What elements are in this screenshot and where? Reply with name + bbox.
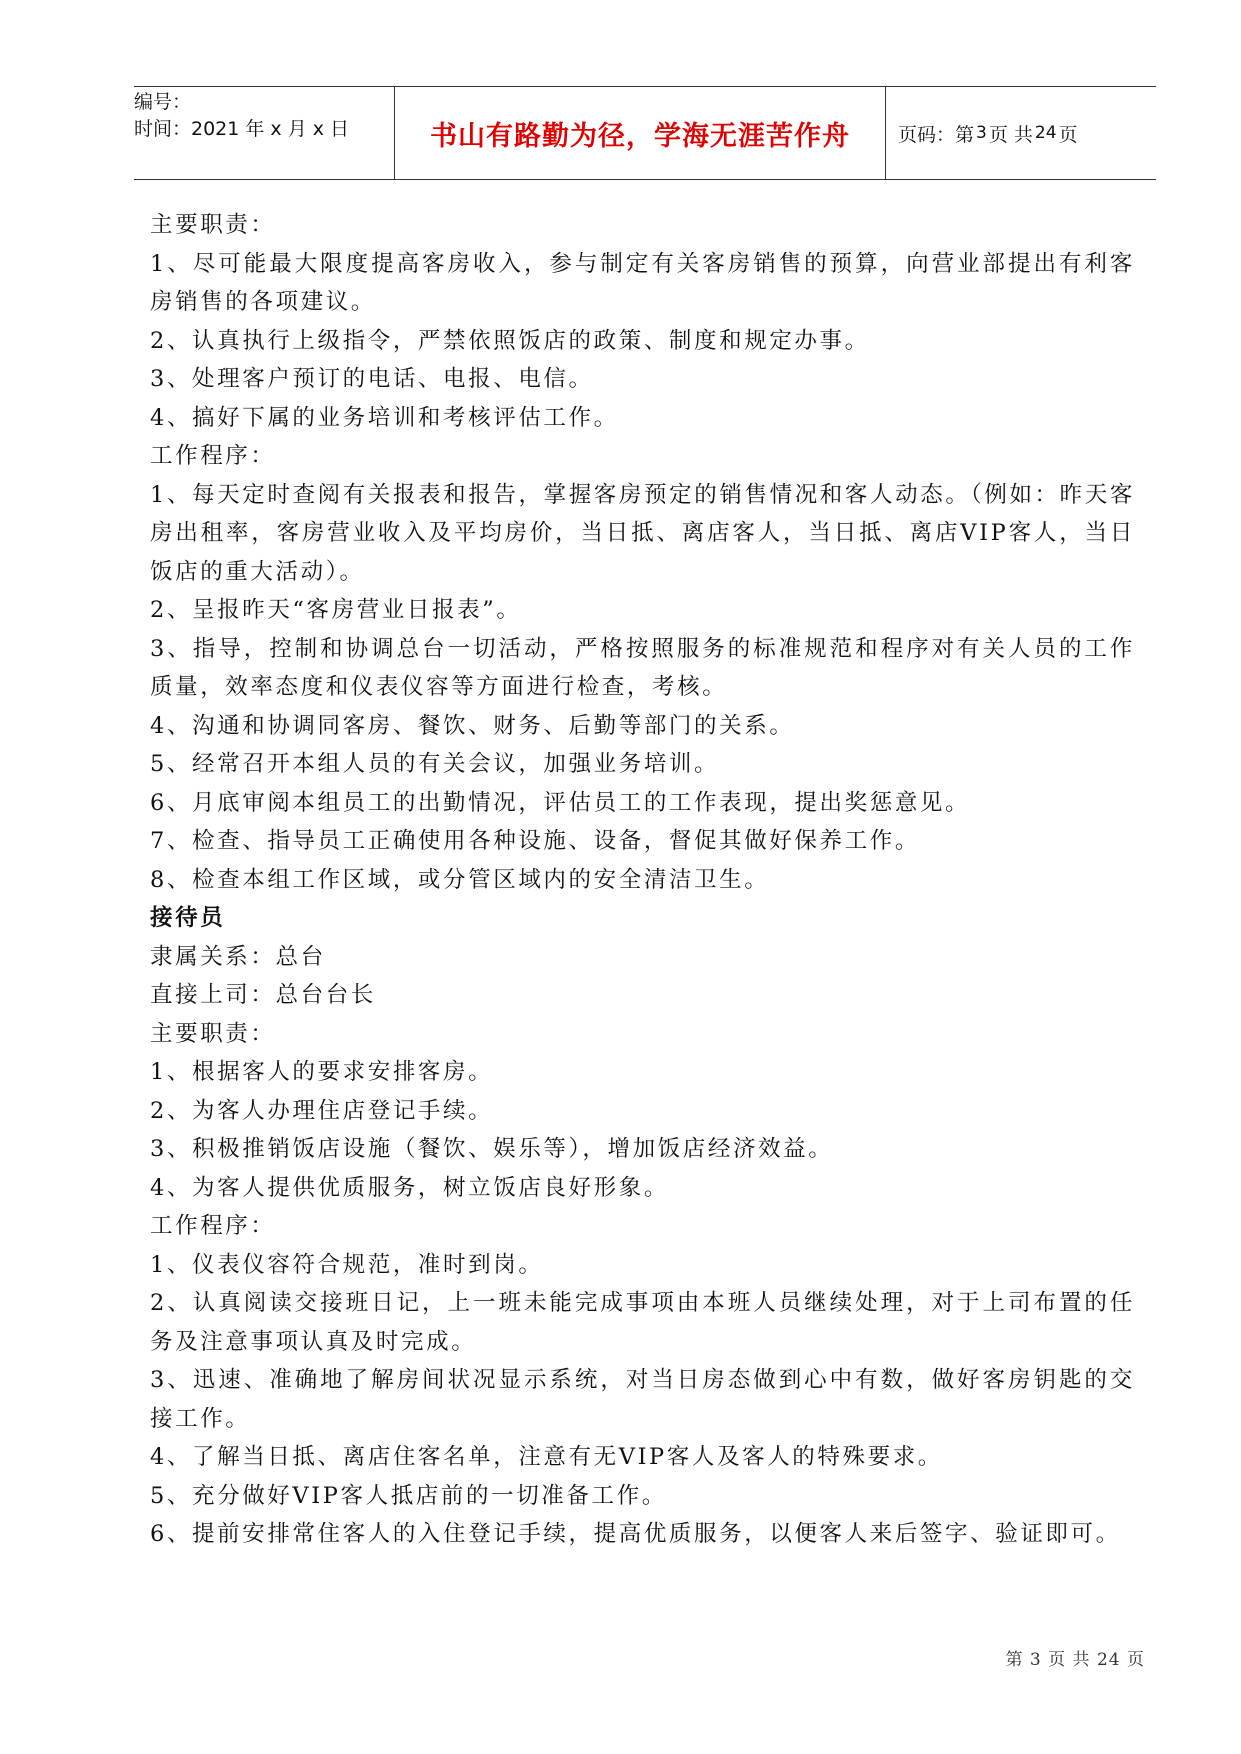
list-item: 3、积极推销饭店设施（餐饮、娱乐等），增加饭店经济效益。 [150,1136,834,1162]
list-item: 1、仪表仪容符合规范，准时到岗。 [150,1251,544,1278]
list-item: 3、处理客户预订的电话、电报、电信。 [150,366,594,392]
list-item: 7、检查、指导员工正确使用各种设施、设备，督促其做好保养工作。 [150,828,920,854]
section-label: 工作程序： [150,443,276,469]
page-header [134,86,1156,180]
list-item: 6、提前安排常住客人的入住登记手续，提高优质服务，以便客人来后签字、验证即可。 [150,1521,1121,1547]
list-item: 1、根据客人的要求安排客房。 [150,1059,494,1085]
list-item: 2、呈报昨天“客房营业日报表”。 [150,597,522,623]
date-label: 时间：2021 年 x 月 x 日 [134,118,350,140]
page-current: 3 [976,123,987,143]
list-item: 3、迅速、准确地了解房间状况显示系统，对当日房态做到心中有数，做好客房钥匙的交接工作。 [150,1367,1135,1432]
page-footer: 第 3 页 共 24 页 [1005,1650,1145,1670]
document-body [150,206,1135,1554]
list-item: 4、沟通和协调同客房、餐饮、财务、后勤等部门的关系。 [150,712,795,739]
list-item: 6、月底审阅本组员工的出勤情况，评估员工的工作表现，提出奖惩意见。 [150,789,971,816]
section-label: 主要职责： [150,1020,276,1047]
direct-supervisor: 直接上司：总台台长 [150,982,376,1008]
list-item: 1、每天定时查阅有关报表和报告，掌握客房预定的销售情况和客人动态。（例如：昨天客房出租率，客房营业收入及平均房价，当日抵、离店客人，当日抵、离店VIP客人，当日饭店的重大活动）。 [150,481,1135,585]
list-item: 4、搞好下属的业务培训和考核评估工作。 [150,404,619,431]
list-item: 5、充分做好VIP客人抵店前的一切准备工作。 [150,1482,667,1509]
list-item: 2、认真执行上级指令，严禁依照饭店的政策、制度和规定办事。 [150,327,870,354]
serial-number-label: 编号： [134,91,192,113]
reporting-relation: 隶属关系：总台 [150,943,326,970]
page-mid: 页 共 [988,123,1033,146]
page-total: 24 [1034,123,1057,143]
section-label: 主要职责： [150,212,276,238]
role-heading: 接待员 [150,905,226,931]
list-item: 2、认真阅读交接班日记，上一班未能完成事项由本班人员继续处理，对于上司布置的任务及注意事项认真及时完成。 [150,1290,1135,1355]
list-item: 3、指导，控制和协调总台一切活动，严格按照服务的标准规范和程序对有关人员的工作质量，效率态度和仪表仪容等方面进行检查，考核。 [150,635,1135,700]
page-suffix: 页 [1058,123,1078,146]
list-item: 1、尽可能最大限度提高客房收入，参与制定有关客房销售的预算，向营业部提出有利客房销售的各项建议。 [150,250,1135,315]
list-item: 5、经常召开本组人员的有关会议，加强业务培训。 [150,751,720,777]
list-item: 2、为客人办理住店登记手续。 [150,1097,494,1124]
header-page-number [886,87,1156,179]
list-item: 4、了解当日抵、离店住客名单，注意有无VIP客人及客人的特殊要求。 [150,1444,943,1470]
section-label: 工作程序： [150,1213,276,1239]
header-motto: 书山有路勤为径，学海无涯苦作舟 [395,87,886,179]
header-meta [134,87,395,179]
list-item: 4、为客人提供优质服务，树立饭店良好形象。 [150,1174,669,1201]
list-item: 8、检查本组工作区域，或分管区域内的安全清洁卫生。 [150,866,770,893]
page-prefix: 页码：第 [898,123,975,146]
